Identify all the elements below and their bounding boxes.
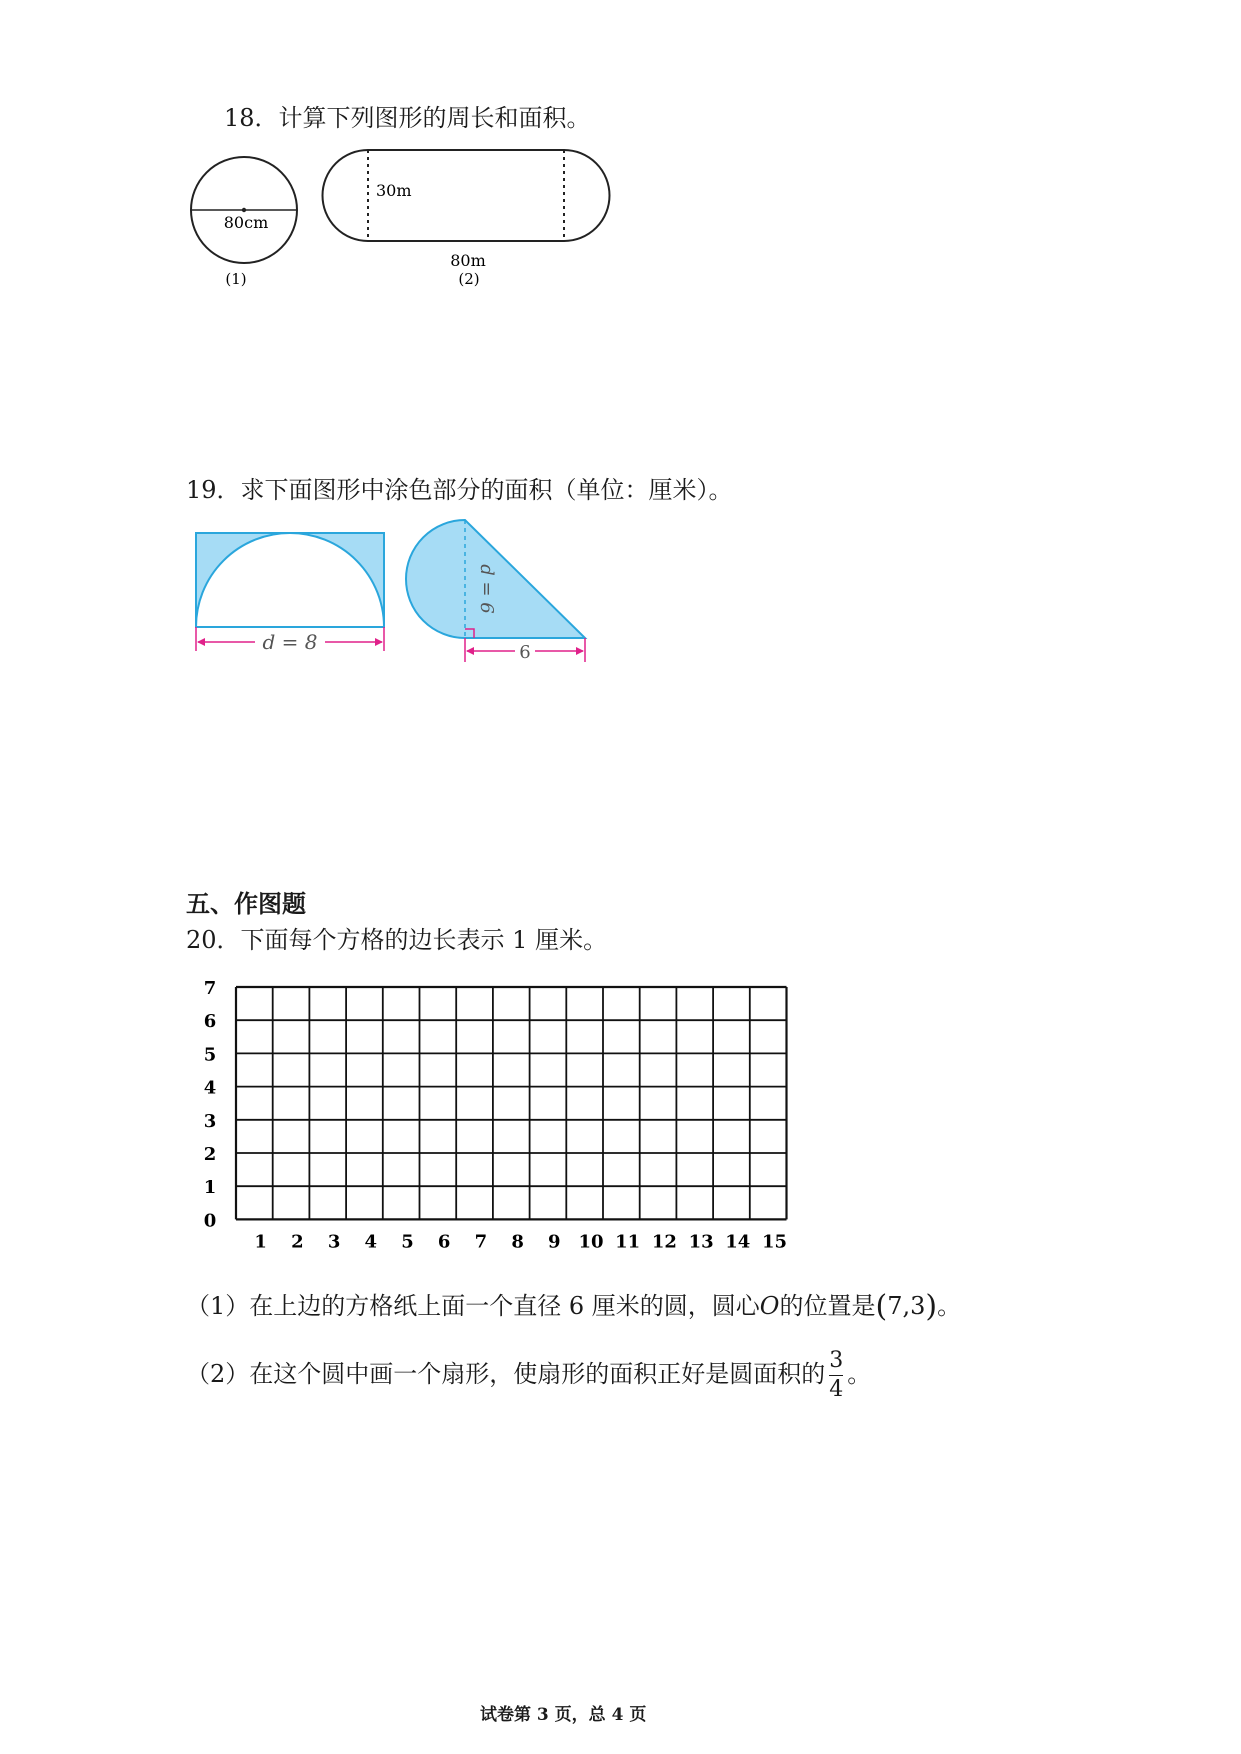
grid-x-label: 10 xyxy=(578,1231,604,1253)
q19-figures xyxy=(185,510,605,670)
q18-length-label: 80m xyxy=(450,251,486,270)
grid-y-label: 6 xyxy=(203,1011,217,1033)
grid-y-label: 3 xyxy=(203,1110,217,1132)
track-shape xyxy=(323,150,610,241)
q18-circle-figure xyxy=(191,157,297,288)
grid-y-label: 2 xyxy=(203,1144,217,1165)
q20-grid-figure xyxy=(190,975,820,1270)
q18-track-figure xyxy=(323,150,610,288)
q20-part1-coords: 7,3 xyxy=(887,1292,926,1320)
grid-x-label: 13 xyxy=(688,1231,714,1253)
grid-x-label: 9 xyxy=(548,1231,561,1253)
q20-part1-mid: 的位置是 xyxy=(779,1292,876,1320)
grid-x-label: 3 xyxy=(327,1231,341,1253)
grid-y-label: 4 xyxy=(203,1077,217,1099)
fraction-bar xyxy=(829,1375,843,1376)
grid-x-label: 8 xyxy=(511,1231,524,1253)
q20-part1-suffix: 。 xyxy=(937,1292,962,1320)
grid-y-label: 0 xyxy=(203,1210,217,1232)
grid-y-labels xyxy=(204,978,217,1231)
grid-x-label: 4 xyxy=(364,1231,378,1253)
q19-rect-semicircle-figure xyxy=(196,533,384,654)
grid-x-label: 12 xyxy=(651,1231,677,1253)
grid-x-label: 6 xyxy=(437,1231,451,1253)
base-arrow-right xyxy=(576,647,584,655)
dim-arrow-right xyxy=(375,638,383,646)
grid-lines xyxy=(236,987,787,1219)
center-dot xyxy=(242,208,246,212)
section-heading: 五、作图题 xyxy=(186,890,306,918)
grid-x-labels xyxy=(254,1231,787,1252)
grid-y-label: 5 xyxy=(203,1044,217,1066)
grid-y-label: 7 xyxy=(203,978,217,999)
fraction-den: 4 xyxy=(829,1377,844,1402)
q20-part2 xyxy=(186,1350,871,1401)
grid-y-label: 1 xyxy=(203,1177,217,1199)
grid-x-label: 15 xyxy=(761,1231,788,1253)
grid-x-label: 11 xyxy=(615,1231,641,1253)
open-paren: ( xyxy=(875,1289,888,1324)
q19-base-label: 6 xyxy=(519,642,531,663)
grid-x-label: 5 xyxy=(401,1231,414,1253)
q19-semicircle-triangle-figure xyxy=(406,520,585,663)
q18-diameter-label: 80cm xyxy=(223,213,269,232)
grid-x-label: 14 xyxy=(725,1231,751,1253)
q19-dim-label: d = 8 xyxy=(262,630,318,654)
q19-diam-label: d = 6 xyxy=(476,564,497,614)
q18-figures xyxy=(180,140,640,300)
fraction-num: 3 xyxy=(829,1348,844,1373)
q20-part2-prefix: （2）在这个圆中画一个扇形，使扇形的面积正好是圆面积的 xyxy=(186,1360,826,1388)
dim-arrow-left xyxy=(197,638,205,646)
q20-title: 20．下面每个方格的边长表示 1 厘米。 xyxy=(186,926,608,954)
q20-part1 xyxy=(186,1286,961,1324)
grid-x-label: 1 xyxy=(254,1231,267,1253)
fraction xyxy=(829,1350,843,1401)
close-paren: ) xyxy=(925,1289,938,1324)
q18-caption-1: (1) xyxy=(225,270,247,288)
q20-part1-var: O xyxy=(759,1292,780,1320)
q18-width-label: 30m xyxy=(376,181,412,200)
q18-title: 18．计算下列图形的周长和面积。 xyxy=(224,104,591,132)
q20-part1-prefix: （1）在上边的方格纸上面一个直径 6 厘米的圆，圆心 xyxy=(186,1292,760,1320)
q19-title: 19．求下面图形中涂色部分的面积（单位：厘米）。 xyxy=(186,476,733,504)
q20-part2-suffix: 。 xyxy=(847,1360,872,1388)
grid-x-label: 7 xyxy=(474,1231,488,1253)
grid-x-label: 2 xyxy=(291,1231,304,1253)
page-footer: 试卷第 3 页，总 4 页 xyxy=(480,1705,647,1725)
base-arrow-left xyxy=(466,647,474,655)
q18-caption-2: (2) xyxy=(458,270,480,288)
